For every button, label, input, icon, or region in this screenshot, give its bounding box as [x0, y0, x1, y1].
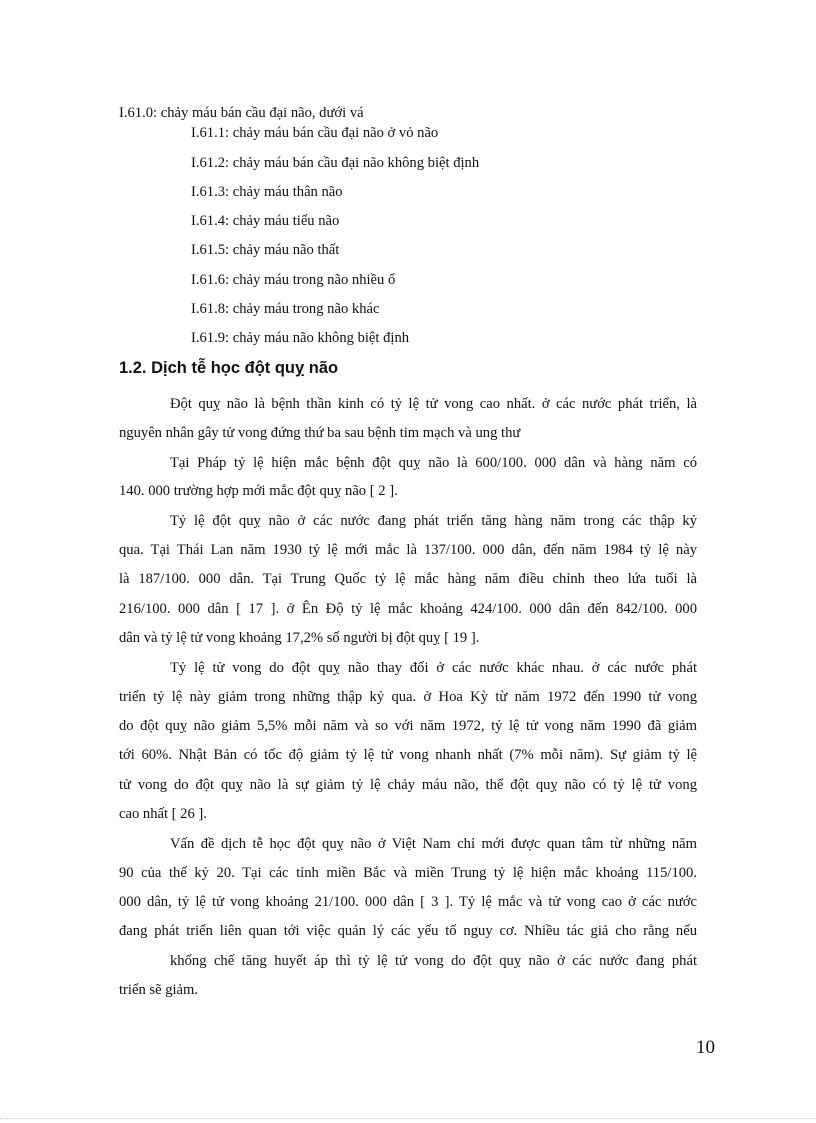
paragraph-line: đang phát triển liên quan tới việc quản lý các yếu tố nguy cơ. Nhiều tác giả cho rằng nếu	[119, 923, 697, 939]
paragraph-line: là 187/100. 000 dân. Tại Trung Quốc tỷ lệ mắc hàng năm điều chỉnh theo lứa tuổi là	[119, 571, 697, 587]
paragraph-line: tới 60%. Nhật Bản có tốc độ giảm tỷ lệ tử vong nhanh nhất (7% mỗi năm). Sự giảm tỷ lệ	[119, 747, 697, 763]
icd-code-item: I.61.5: chảy máu não thất	[191, 242, 340, 258]
paragraph-line: cao nhất [ 26 ].	[119, 806, 207, 822]
paragraph-line: 90 của thế kỷ 20. Tại các tỉnh miền Bắc và miền Trung tỷ lệ hiện mắc khoảng 115/100.	[119, 865, 697, 881]
paragraph-line: Đột quỵ não là bệnh thần kinh có tỷ lệ tử vong cao nhất. ở các nước phát triển, là	[170, 396, 697, 412]
paragraph-line: Vấn đề dịch tễ học đột quỵ não ở Việt Nam chỉ mới được quan tâm từ những năm	[170, 836, 697, 852]
paragraph-line: 140. 000 trường hợp mới mắc đột quỵ não [ 2 ].	[119, 483, 398, 499]
paragraph-line: khống chế tăng huyết áp thì tỷ lệ tử vong do đột quỵ não ở các nước đang phát	[170, 953, 697, 969]
paragraph-line: nguyên nhân gây tử vong đứng thứ ba sau bệnh tim mạch và ung thư	[119, 425, 521, 441]
icd-code-item: I.61.4: chảy máu tiểu não	[191, 213, 340, 229]
icd-code-item: I.61.2: chảy máu bán cầu đại não không biệt định	[191, 155, 480, 171]
icd-code-item: I.61.8: chảy máu trong não khác	[191, 301, 380, 317]
icd-code-item: I.61.6: chảy máu trong não nhiều ổ	[191, 272, 396, 288]
paragraph-line: triển tỷ lệ này giảm trong những thập kỷ qua. ở Hoa Kỳ từ năm 1972 đến 1990 tử vong	[119, 689, 697, 705]
icd-code-item: I.61.1: chảy máu bán cầu đại não ở vỏ não	[191, 125, 439, 141]
section-heading: 1.2. Dịch tễ học đột quỵ não	[119, 359, 339, 377]
paragraph-line: Tỷ lệ đột quỵ não ở các nước đang phát triển tăng hàng năm trong các thập kỷ	[170, 513, 697, 529]
paragraph-line: do đột quỵ não giảm 5,5% mỗi năm và so với năm 1972, tỷ lệ tử vong năm 1990 đã giảm	[119, 718, 697, 734]
paragraph-line: tử vong do đột quỵ não là sự giảm tỷ lệ chảy máu não, thể đột quỵ não có tỷ lệ tử vong	[119, 777, 697, 793]
paragraph-line: 000 dân, tỷ lệ tử vong khoảng 21/100. 000 dân [ 3 ]. Tỷ lệ mắc và tử vong cao ở các nước	[119, 894, 697, 910]
icd-code-item: I.61.9: chảy máu não không biệt định	[191, 330, 410, 346]
paragraph-line: dân và tỷ lệ tử vong khoảng 17,2% số người bị đột quỵ [ 19 ].	[119, 630, 480, 646]
paragraph-line: Tỷ lệ tử vong do đột quỵ não thay đổi ở các nước khác nhau. ở các nước phát	[170, 660, 697, 676]
page-boundary-divider	[0, 1118, 816, 1119]
paragraph-line: qua. Tại Thái Lan năm 1930 tỷ lệ mới mắc là 137/100. 000 dân, đến năm 1984 tỷ lệ này	[119, 542, 697, 558]
paragraph-line: triển sẽ giảm.	[119, 982, 199, 998]
icd-parent-code: I.61.0: chảy máu bán cầu đại não, dưới vá	[119, 105, 364, 121]
paragraph-line: 216/100. 000 dân [ 17 ]. ở Ên Độ tỷ lệ mắc khoảng 424/100. 000 dân đến 842/100. 000	[119, 601, 697, 617]
icd-code-item: I.61.3: chảy máu thân não	[191, 184, 343, 200]
paragraph-line: Tại Pháp tỷ lệ hiện mắc bệnh đột quỵ não là 600/100. 000 dân và hàng năm có	[170, 455, 697, 471]
page-number: 10	[696, 1037, 715, 1058]
